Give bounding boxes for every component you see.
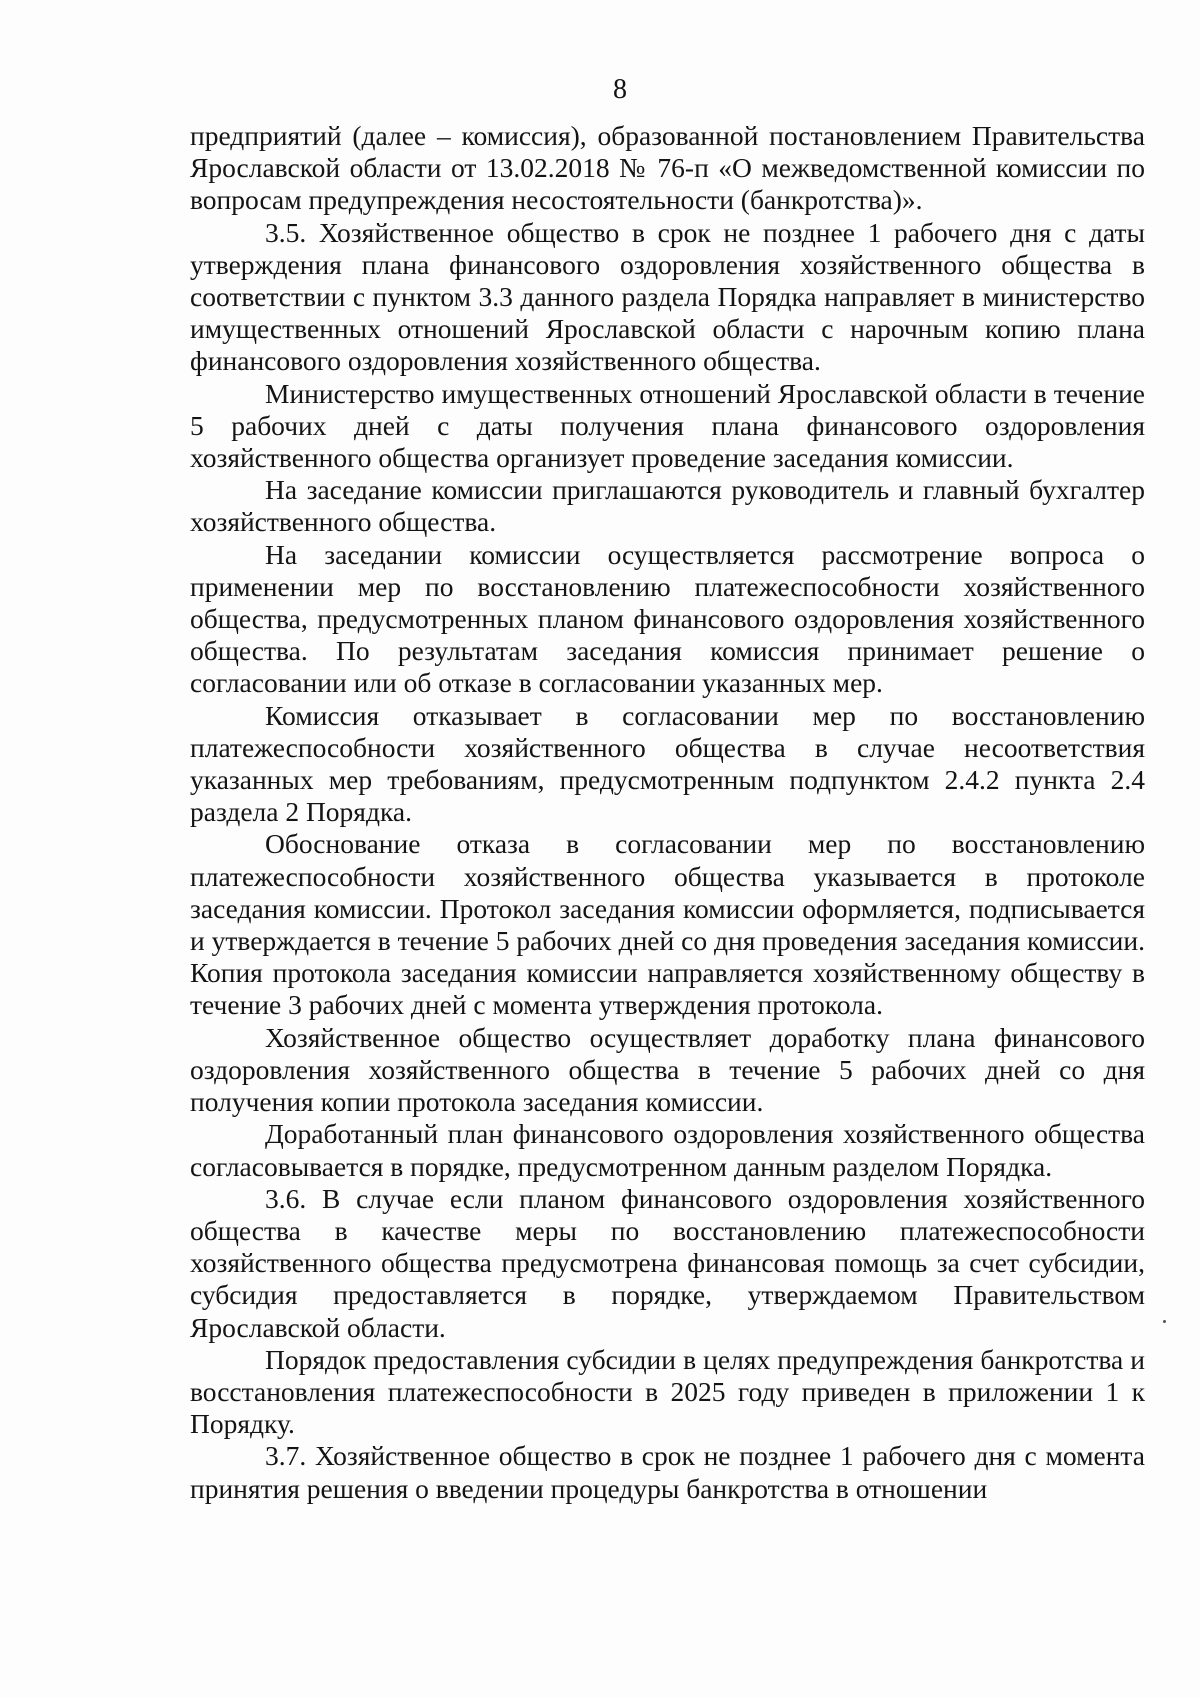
paragraph-justification: Обоснование отказа в согласовании мер по восстановлению платежеспособности хозяйственного общества указывается в протоколе заседания комиссии. Протокол заседания комиссии оформляется, подписывается и утверждается в течение 5 рабочих дней со дня проведения заседания комиссии. Копия протокола заседания комиссии направляется хозяйственному обществу в течение 3 рабочих дней с момента утверждения протокола. [190,828,1145,1021]
paragraph-subsidy-order: Порядок предоставления субсидии в целях предупреждения банкротства и восстановления платежеспособности в 2025 году приведен в приложении 1 к Порядку. [190,1343,1145,1440]
paragraph-3-7: 3.7. Хозяйственное общество в срок не позднее 1 рабочего дня с момента принятия решения о введении процедуры банкротства в отношении [190,1440,1145,1504]
paragraph-revision: Хозяйственное общество осуществляет доработку плана финансового оздоровления хозяйственного общества в течение 5 рабочих дней со дня получения копии протокола заседания комиссии. [190,1021,1145,1118]
paragraph-review: На заседании комиссии осуществляется рассмотрение вопроса о применении мер по восстановлению платежеспособности хозяйственного общества, предусмотренных планом финансового оздоровления хозяйственного общества. По результатам заседания комиссия принимает решение о согласовании или об отказе в согласовании указанных мер. [190,538,1145,699]
document-body [190,120,1145,1505]
paragraph-refusal: Комиссия отказывает в согласовании мер по восстановлению платежеспособности хозяйственного общества в случае несоответствия указанных мер требованиям, предусмотренным подпунктом 2.4.2 пункта 2.4 раздела 2 Порядка. [190,699,1145,828]
page-number: 8 [613,74,627,105]
paragraph-continuation: предприятий (далее – комиссия), образованной постановлением Правительства Ярославской области от 13.02.2018 № 76-п «О межведомственной комиссии по вопросам предупреждения несостоятельности (банкротства)». [190,120,1145,216]
paragraph-approval: Доработанный план финансового оздоровления хозяйственного общества согласовывается в порядке, предусмотренном данным разделом Порядка. [190,1118,1145,1182]
paragraph-3-6: 3.6. В случае если планом финансового оздоровления хозяйственного общества в качестве меры по восстановлению платежеспособности хозяйственного общества предусмотрена финансовая помощь за счет субсидии, субсидия предоставляется в порядке, утверждаемом Правительством Ярославской области. [190,1182,1145,1343]
scan-speck [1163,1320,1166,1323]
paragraph-3-5: 3.5. Хозяйственное общество в срок не позднее 1 рабочего дня с даты утверждения плана финансового оздоровления хозяйственного общества в соответствии с пунктом 3.3 данного раздела Порядка направляет в министерство имущественных отношений Ярославской области с нарочным копию плана финансового оздоровления хозяйственного общества. [190,216,1145,377]
paragraph-ministry: Министерство имущественных отношений Ярославской области в течение 5 рабочих дней с даты получения плана финансового оздоровления хозяйственного общества организует проведение заседания комиссии. [190,377,1145,474]
paragraph-invitation: На заседание комиссии приглашаются руководитель и главный бухгалтер хозяйственного общества. [190,474,1145,538]
